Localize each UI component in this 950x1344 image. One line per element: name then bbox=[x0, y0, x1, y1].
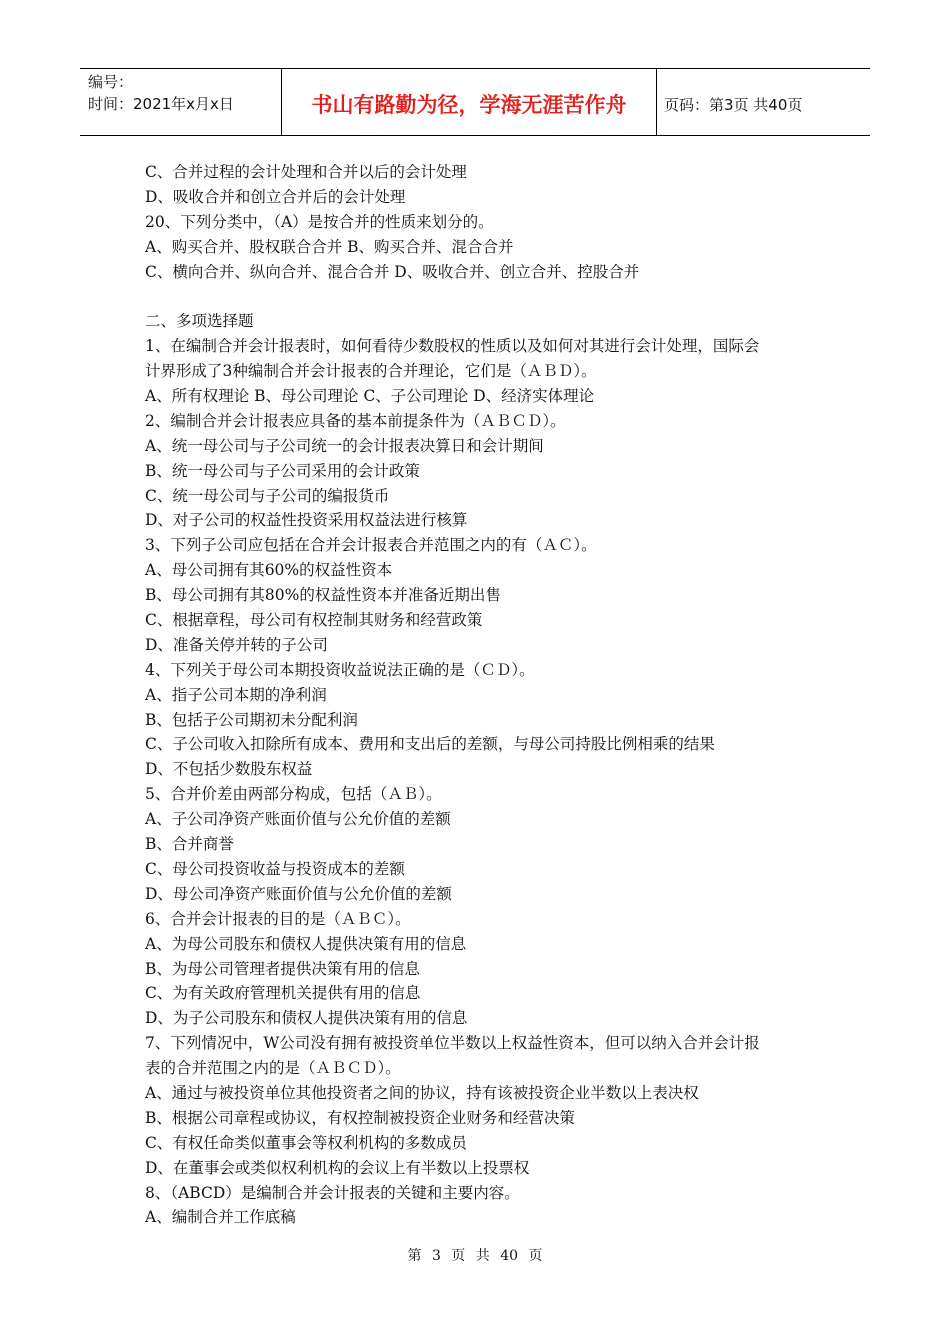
text-line: A、子公司净资产账面价值与公允价值的差额 bbox=[145, 810, 451, 829]
text-line: A、编制合并工作底稿 bbox=[145, 1208, 296, 1227]
blank-line bbox=[145, 284, 815, 309]
text-line: 4、下列关于母公司本期投资收益说法正确的是（ＣＤ）。 bbox=[145, 660, 535, 679]
text-line: 20、下列分类中，（A）是按合并的性质来划分的。 bbox=[145, 212, 494, 231]
text-line: 7、下列情况中，W公司没有拥有被投资单位半数以上权益性资本，但可以纳入合并会计报 bbox=[145, 1034, 760, 1053]
text-line: 计界形成了3种编制合并会计报表的合并理论，它们是（ＡＢＤ）。 bbox=[145, 362, 597, 381]
text-line: 2、编制合并会计报表应具备的基本前提条件为（ＡＢＣＤ）。 bbox=[145, 411, 566, 430]
text-line: D、母公司净资产账面价值与公允价值的差额 bbox=[145, 884, 452, 903]
document-header bbox=[80, 68, 870, 136]
question-block-multi bbox=[145, 309, 815, 1230]
text-line: D、准备关停并转的子公司 bbox=[145, 635, 328, 654]
header-meta bbox=[80, 69, 282, 135]
text-line: C、横向合并、纵向合并、混合合并 D、吸收合并、创立合并、控股合并 bbox=[145, 262, 640, 281]
text-line: B、合并商誉 bbox=[145, 835, 234, 854]
text-line: 6、合并会计报表的目的是（ＡＢＣ）。 bbox=[145, 909, 411, 928]
text-line: 二、多项选择题 bbox=[145, 312, 254, 331]
text-line: A、母公司拥有其60%的权益性资本 bbox=[145, 561, 393, 580]
text-line: C、统一母公司与子公司的编报货币 bbox=[145, 486, 390, 505]
text-line: D、对子公司的权益性投资采用权益法进行核算 bbox=[145, 511, 468, 530]
text-line: A、统一母公司与子公司统一的会计报表决算日和会计期间 bbox=[145, 436, 544, 455]
text-line: 8、（ABCD）是编制合并会计报表的关键和主要内容。 bbox=[145, 1183, 520, 1202]
text-line: D、不包括少数股东权益 bbox=[145, 760, 313, 779]
text-line: A、指子公司本期的净利润 bbox=[145, 685, 327, 704]
text-line: 1、在编制合并会计报表时，如何看待少数股权的性质以及如何对其进行会计处理，国际会 bbox=[145, 337, 760, 356]
text-line: 5、合并价差由两部分构成，包括（ＡＢ）。 bbox=[145, 785, 442, 804]
text-line: 表的合并范围之内的是（ＡＢＣＤ）。 bbox=[145, 1059, 401, 1078]
page-footer: 第 3 页 共 40 页 bbox=[407, 1248, 543, 1264]
header-page-info: 页码：第3页 共40页 bbox=[664, 95, 803, 114]
text-line: C、合并过程的会计处理和合并以后的会计处理 bbox=[145, 163, 467, 181]
text-line: B、统一母公司与子公司采用的会计政策 bbox=[145, 461, 420, 480]
text-line: 3、下列子公司应包括在合并会计报表合并范围之内的有（ＡＣ）。 bbox=[145, 536, 597, 555]
text-line: C、根据章程，母公司有权控制其财务和经营政策 bbox=[145, 611, 483, 630]
motto-text: 书山有路勤为径，学海无涯苦作舟 bbox=[311, 93, 627, 117]
number-label: 编号： bbox=[88, 73, 134, 91]
text-line: B、包括子公司期初未分配利润 bbox=[145, 710, 358, 729]
text-line: B、母公司拥有其80%的权益性资本并准备近期出售 bbox=[145, 586, 501, 605]
header-motto bbox=[282, 69, 657, 135]
text-line: B、为母公司管理者提供决策有用的信息 bbox=[145, 959, 420, 978]
text-line: C、为有关政府管理机关提供有用的信息 bbox=[145, 984, 421, 1003]
document-body bbox=[145, 160, 815, 1230]
text-line: A、购买合并、股权联合合并 B、购买合并、混合合并 bbox=[145, 237, 514, 256]
text-line: C、有权任命类似董事会等权利机构的多数成员 bbox=[145, 1133, 467, 1152]
text-line: B、根据公司章程或协议，有权控制被投资企业财务和经营决策 bbox=[145, 1108, 575, 1127]
date-label: 时间：2021年x月x日 bbox=[88, 95, 234, 113]
text-line: C、子公司收入扣除所有成本、费用和支出后的差额，与母公司持股比例相乘的结果 bbox=[145, 735, 715, 754]
text-line: D、在董事会或类似权利机构的会议上有半数以上投票权 bbox=[145, 1158, 530, 1177]
text-line: A、通过与被投资单位其他投资者之间的协议，持有该被投资企业半数以上表决权 bbox=[145, 1083, 699, 1102]
text-line: A、为母公司股东和债权人提供决策有用的信息 bbox=[145, 934, 467, 953]
question-block-prev bbox=[145, 160, 815, 284]
text-line: D、为子公司股东和债权人提供决策有用的信息 bbox=[145, 1009, 468, 1028]
text-line: C、母公司投资收益与投资成本的差额 bbox=[145, 859, 405, 878]
text-line: A、所有权理论 B、母公司理论 C、子公司理论 D、经济实体理论 bbox=[145, 387, 595, 406]
text-line: D、吸收合并和创立合并后的会计处理 bbox=[145, 187, 406, 206]
